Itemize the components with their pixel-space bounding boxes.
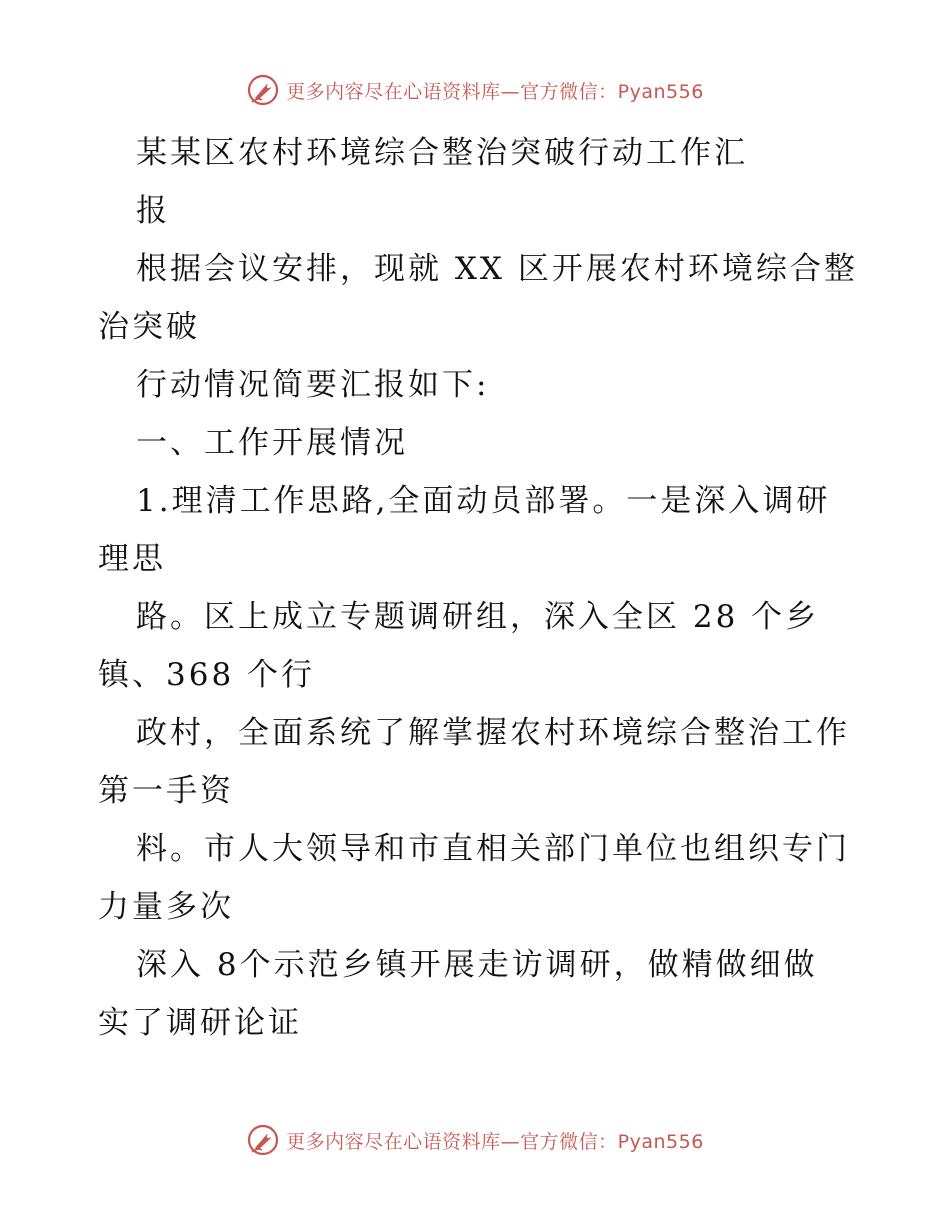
text-line: 理思 (98, 541, 166, 577)
text-line: 报 (136, 193, 170, 229)
text-line: 某某区农村环境综合整治突破行动工作汇 (136, 135, 748, 171)
watermark-id: Pyan556 (617, 1130, 704, 1153)
pen-nib-icon (246, 1123, 280, 1157)
footer-watermark (0, 1120, 950, 1160)
header-watermark (0, 70, 950, 110)
text-line: 深入 8个示范乡镇开展走访调研，做精做细做 (136, 947, 818, 983)
text-line: 一、工作开展情况 (136, 425, 408, 461)
text-line: 料。市人大领导和市直相关部门单位也组织专门 (136, 831, 850, 867)
watermark-text: 更多内容尽在心语资料库—官方微信：Pyan556 (286, 80, 704, 103)
document-body (98, 124, 858, 1052)
text-line: 镇、368 个行 (98, 657, 316, 693)
pen-nib-icon (246, 73, 280, 107)
watermark-text: 更多内容尽在心语资料库—官方微信：Pyan556 (286, 1130, 704, 1153)
text-line: 根据会议安排，现就 XX 区开展农村环境综合整 (136, 251, 858, 287)
text-line: 路。区上成立专题调研组，深入全区 28 个乡 (136, 599, 820, 635)
text-line: 实了调研论证 (98, 1005, 302, 1041)
text-line: 治突破 (98, 309, 200, 345)
text-line: 政村，全面系统了解掌握农村环境综合整治工作 (136, 715, 850, 751)
text-line: 力量多次 (98, 889, 234, 925)
watermark-id: Pyan556 (617, 80, 704, 103)
text-line: 行动情况简要汇报如下: (136, 367, 490, 403)
text-line: 第一手资 (98, 773, 234, 809)
text-line: 1.理清工作思路,全面动员部署。一是深入调研 (136, 483, 831, 519)
